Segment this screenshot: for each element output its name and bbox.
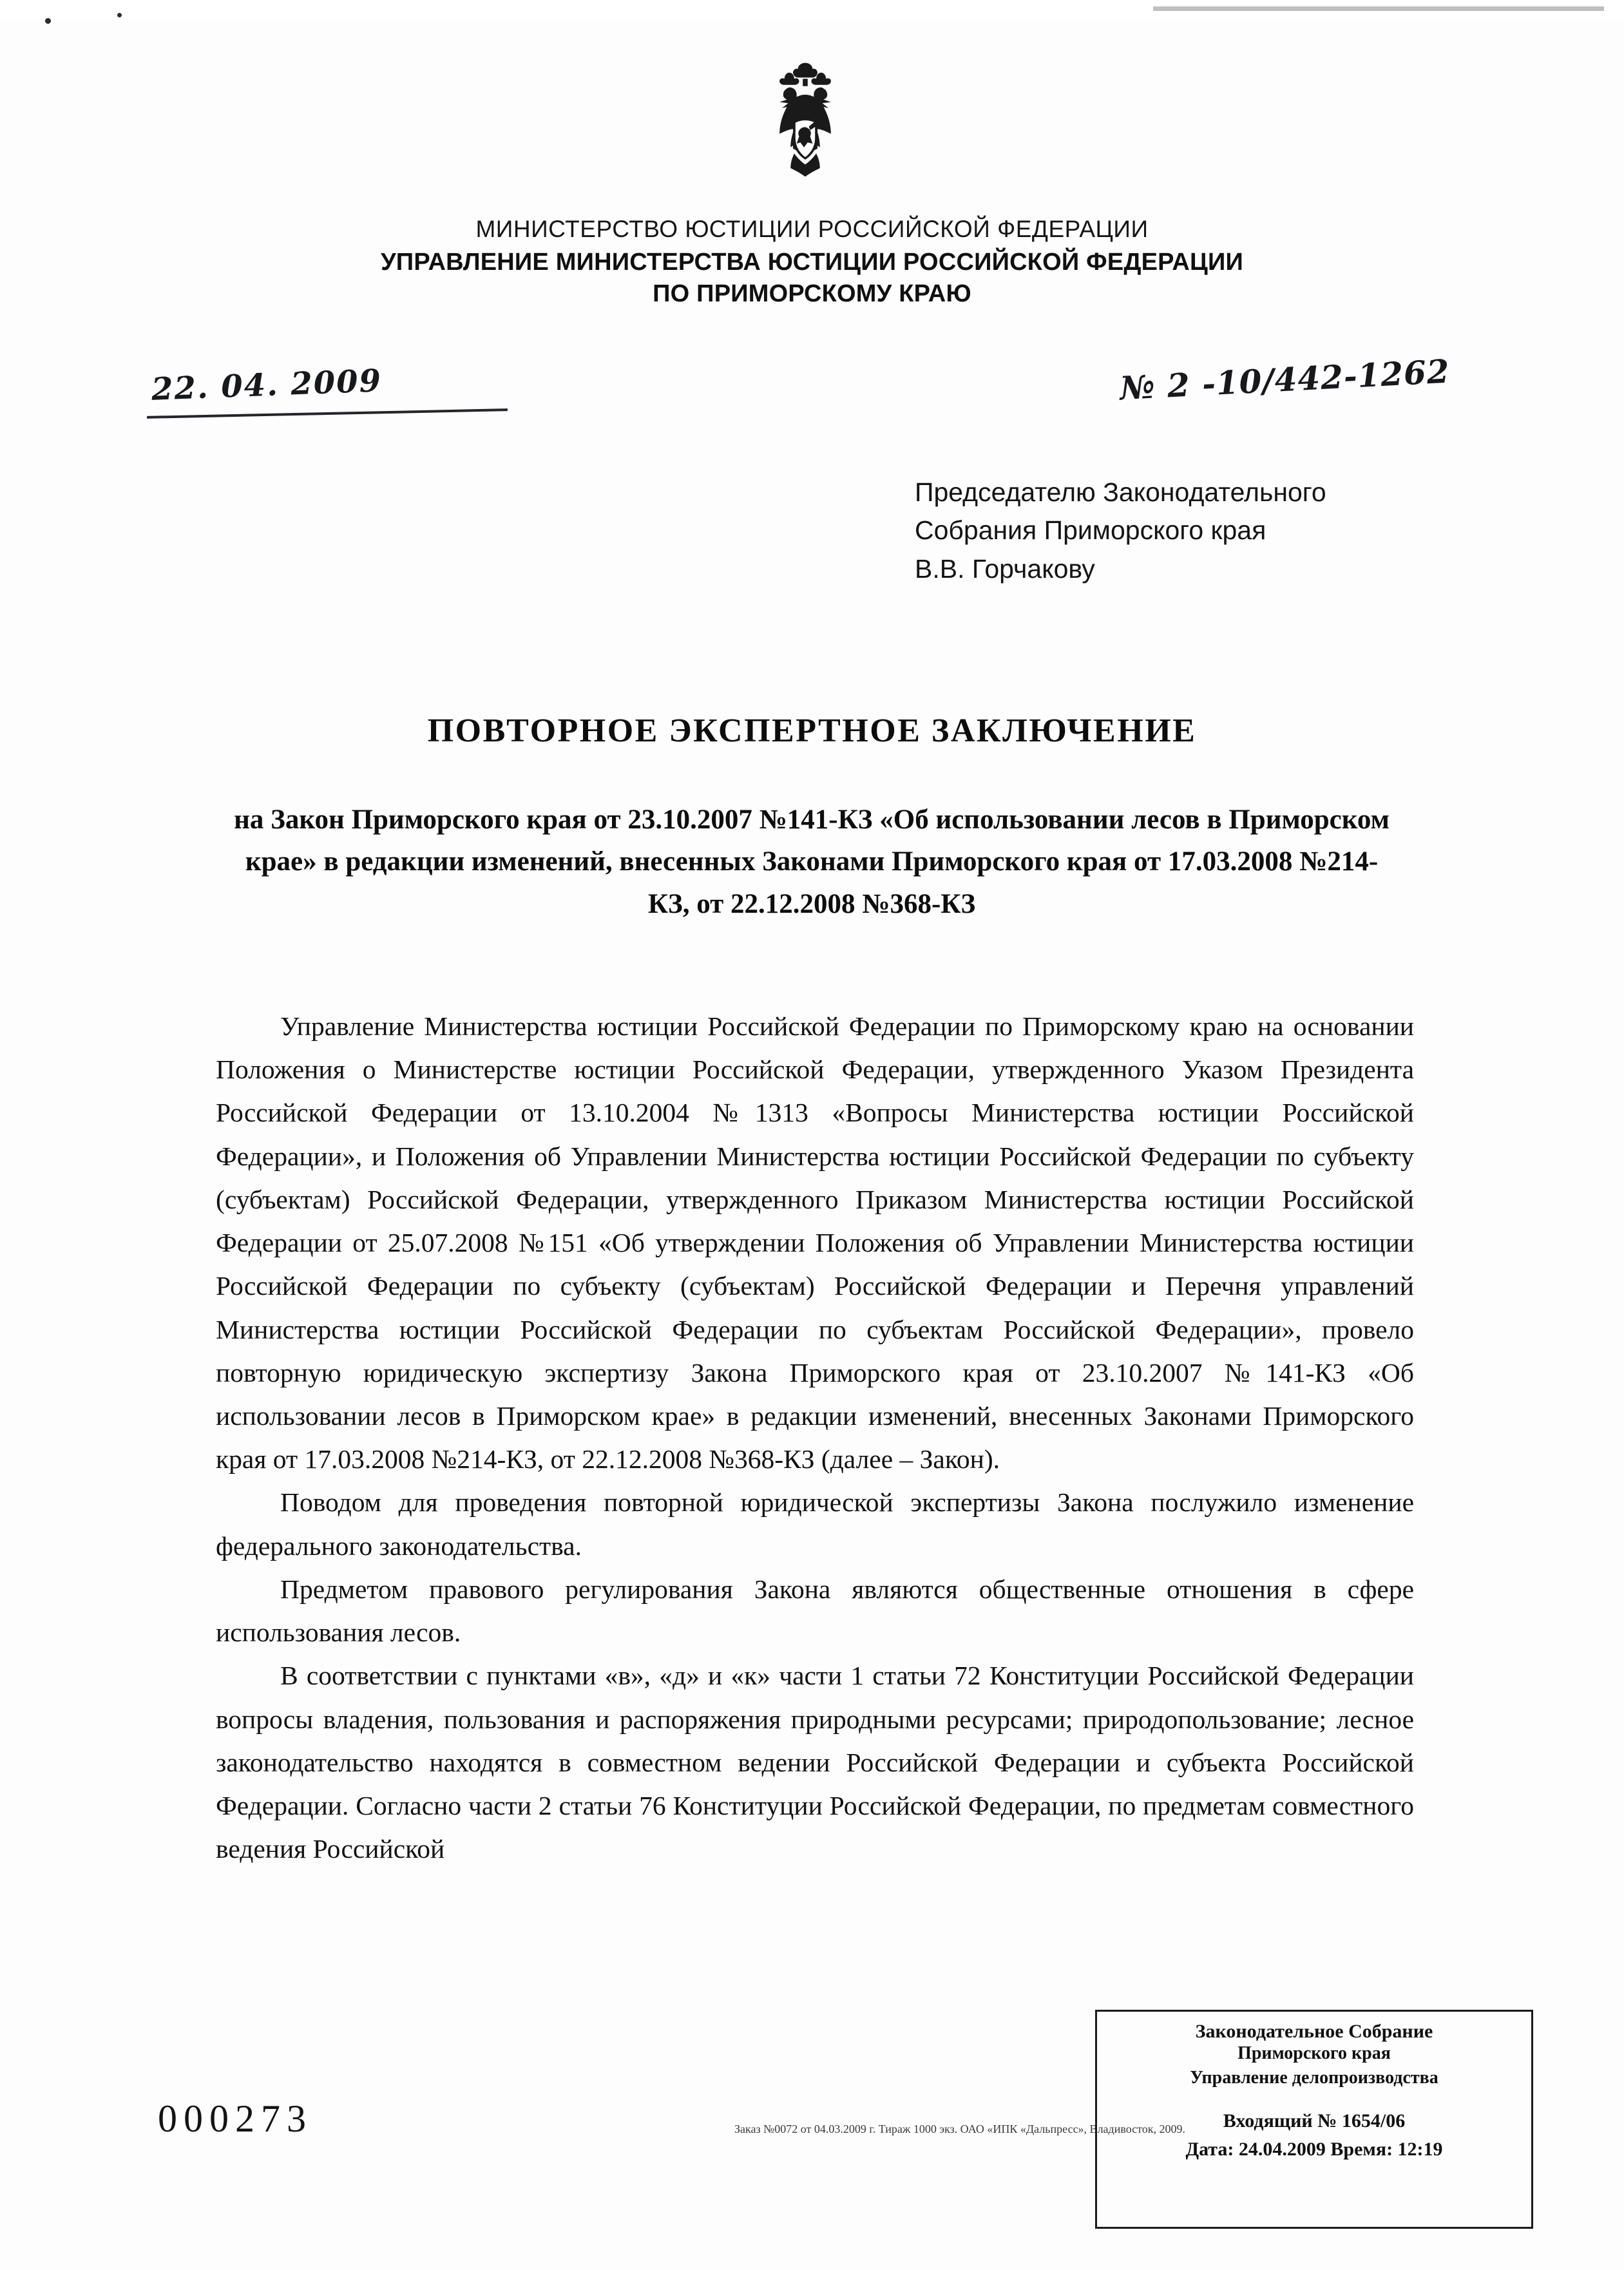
addressee-block xyxy=(915,473,1326,588)
addressee-line-1: Председателю Законодательного xyxy=(915,477,1326,507)
handwritten-date: 22. 04. 2009 xyxy=(151,363,383,408)
paragraph: Управление Министерства юстиции Российской Федерации по Приморскому краю на основании Положения о Министерстве юстиции Российской Федерации, утвержденного Указом Президента Российской Федерации от 13.10.2004 №1313 «Вопросы Министерства юстиции Российской Федерации», и Положения об Управлении Министерства юстиции Российской Федерации по субъекту (субъектам) Российской Федерации, утвержденного Приказом Министерства юстиции Российской Федерации от 25.07.2008 №151 «Об утверждении Положения об Управлении Министерства юстиции Российской Федерации по субъекту (субъектам) Российской Федерации и Перечня управлений Министерства юстиции Российской Федерации по субъектам Российской Федерации», провело повторную юридическую экспертизу Закона Приморского края от 23.10.2007 №141-КЗ «Об использовании лесов в Приморском крае» в редакции изменений, внесенных Законами Приморского края от 17.03.2008 №214-КЗ, от 22.12.2008 №368-КЗ (далее – Закон). xyxy=(216,1011,1414,1474)
addressee-line-3: В.В. Горчакову xyxy=(915,553,1095,584)
stamp-org-line-2: Приморского края xyxy=(1237,2043,1391,2063)
handwritten-outgoing-number: № 2 -10/442-1262 xyxy=(1118,352,1451,408)
printer-imprint: Заказ №0072 от 04.03.2009 г. Тираж 1000 экз. ОАО «ИПК «Дальпресс», Владивосток, 2009. xyxy=(734,2122,1186,2135)
department-region: ПО ПРИМОРСКОМУ КРАЮ xyxy=(653,280,971,307)
ministry-name: МИНИСТЕРСТВО ЮСТИЦИИ РОССИЙСКОЙ ФЕДЕРАЦИИ xyxy=(475,216,1149,242)
incoming-stamp xyxy=(1095,2010,1533,2229)
date-underline xyxy=(147,408,508,419)
stamp-incoming-number: Входящий № 1654/06 xyxy=(1223,2110,1406,2132)
paragraph: Предметом правового регулирования Закона являются общественные отношения в сфере использования лесов. xyxy=(216,1574,1414,1648)
scan-artifact-dot xyxy=(45,18,51,24)
stamp-org-line-3: Управление делопроизводства xyxy=(1190,2067,1438,2088)
paragraph: В соответствии с пунктами «в», «д» и «к» части 1 статьи 72 Конституции Российской Федерации вопросы владения, пользования и распоряжения природными ресурсами; природопользование; лесное законодательство находятся в совместном ведении Российской Федерации и субъекта Российской Федерации. Согласно части 2 статьи 76 Конституции Российской Федерации, по предметам совместного ведения Российской xyxy=(216,1661,1414,1864)
stamp-org-line-1: Законодательное Собрание xyxy=(1195,2021,1433,2042)
page-title: ПОВТОРНОЕ ЭКСПЕРТНОЕ ЗАКЛЮЧЕНИЕ xyxy=(427,712,1197,749)
archive-page-number: 000273 xyxy=(158,2097,312,2140)
addressee-line-2: Собрания Приморского края xyxy=(915,515,1266,546)
stamp-date-time: Дата: 24.04.2009 Время: 12:19 xyxy=(1185,2139,1443,2160)
document-subtitle: на Закон Приморского края от 23.10.2007 №141-КЗ «Об использовании лесов в Приморском крае» в редакции изменений, внесенных Законами Приморского края от 17.03.2008 №214-КЗ, от 22.12.2008 №368-КЗ xyxy=(234,805,1390,919)
scan-artifact-streak xyxy=(1153,6,1604,11)
coat-of-arms-icon xyxy=(728,55,883,184)
department-name: УПРАВЛЕНИЕ МИНИСТЕРСТВА ЮСТИЦИИ РОССИЙСКОЙ ФЕДЕРАЦИИ xyxy=(380,249,1244,276)
document-body xyxy=(216,1005,1414,1871)
organization-header xyxy=(0,216,1624,308)
scan-artifact-dot xyxy=(117,13,122,17)
paragraph: Поводом для проведения повторной юридической экспертизы Закона послужило изменение федерального законодательства. xyxy=(216,1487,1414,1561)
